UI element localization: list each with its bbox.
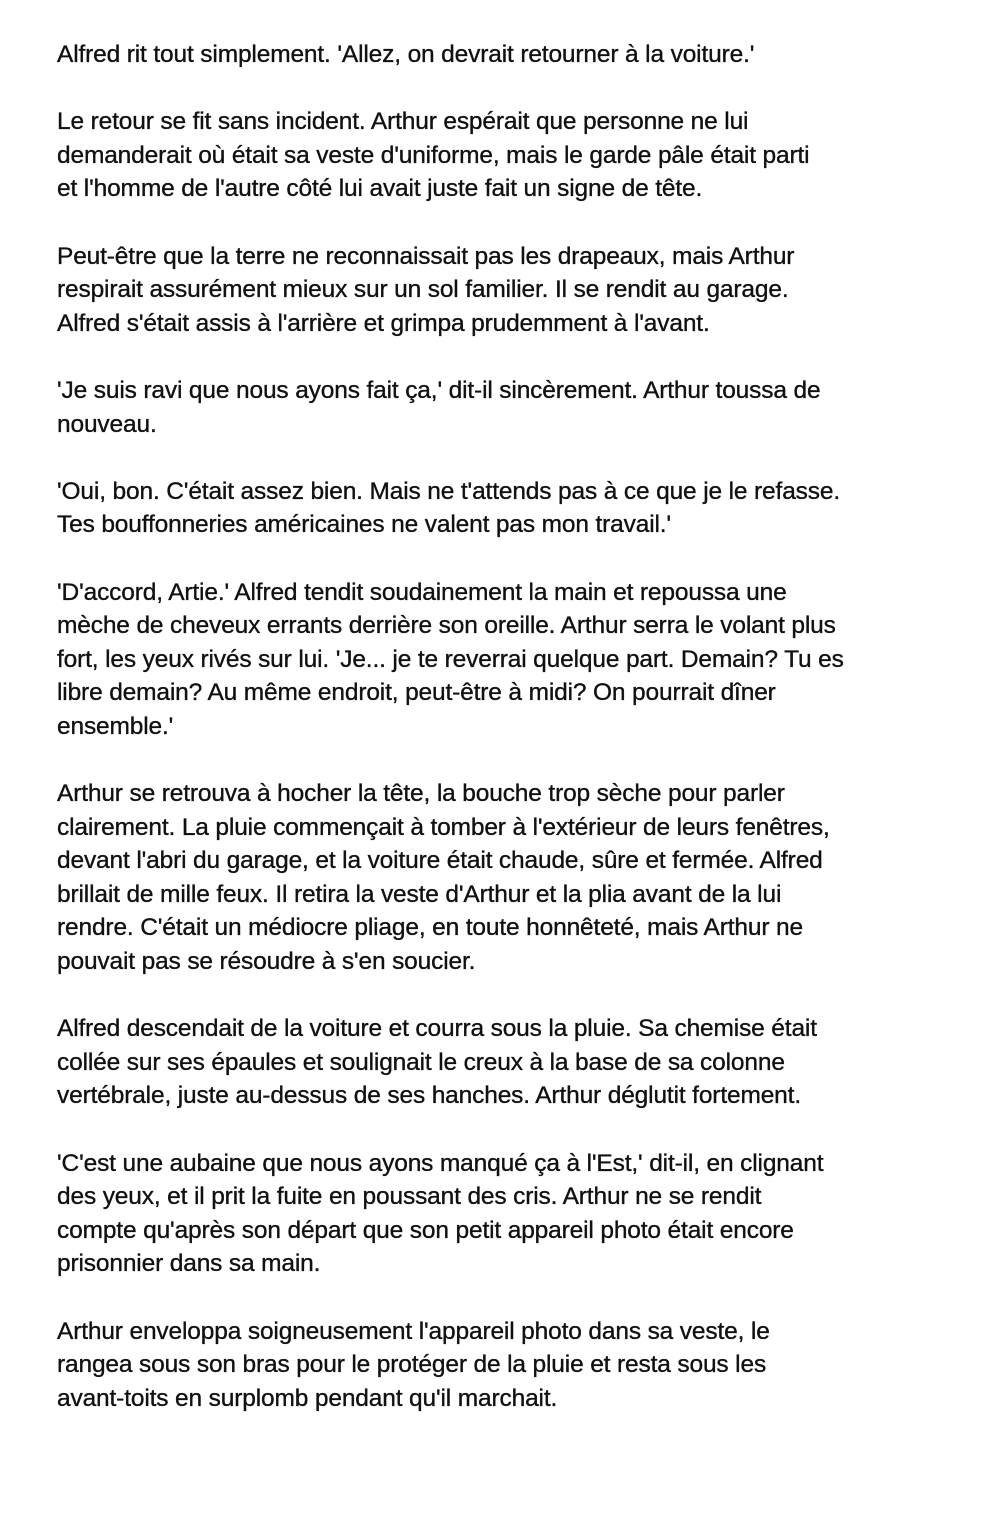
- paragraph: 'Oui, bon. C'était assez bien. Mais ne t'attends pas à ce que je le refasse. Tes bouffonneries américaines ne valent pas mon travail.': [57, 477, 840, 539]
- paragraph: Le retour se fit sans incident. Arthur espérait que personne ne lui demanderait où était sa veste d'uniforme, mais le garde pâle était parti et l'homme de l'autre côté lui avait juste fait un signe de tête.: [57, 108, 810, 203]
- paragraph: Peut-être que la terre ne reconnaissait pas les drapeaux, mais Arthur respirait assurément mieux sur un sol familier. Il se rendit au garage. Alfred s'était assis à l'arrière et grimpa prudemment à l'avant.: [57, 242, 795, 337]
- paragraph: 'D'accord, Artie.' Alfred tendit soudainement la main et repoussa une mèche de cheveux errants derrière son oreille. Arthur serra le volant plus fort, les yeux rivés sur lui. 'Je... je te reverrai quelque part. Demain? Tu es libre demain? Au même endroit, peut-être à midi? On pourrait dîner ensemble.': [57, 578, 844, 740]
- paragraph: Arthur se retrouva à hocher la tête, la bouche trop sèche pour parler clairement. La pluie commençait à tomber à l'extérieur de leurs fenêtres, devant l'abri du garage, et la voiture était chaude, sûre et fermée. Alfred brillait de mille feux. Il retira la veste d'Arthur et la plia avant de la lui rendre. C'était un médiocre pliage, en toute honnêteté, mais Arthur ne pouvait pas se résoudre à s'en soucier.: [57, 780, 830, 976]
- paragraph: 'C'est une aubaine que nous ayons manqué ça à l'Est,' dit-il, en clignant des yeux, et il prit la fuite en poussant des cris. Arthur ne se rendit compte qu'après son départ que son petit appareil photo était encore prisonnier dans sa main.: [57, 1149, 824, 1278]
- paragraph: Alfred rit tout simplement. 'Allez, on devrait retourner à la voiture.': [57, 41, 755, 68]
- paragraph: Arthur enveloppa soigneusement l'appareil photo dans sa veste, le rangea sous son bras pour le protéger de la pluie et resta sous les avant-toits en surplomb pendant qu'il marchait.: [57, 1317, 770, 1412]
- paragraph: Alfred descendait de la voiture et courra sous la pluie. Sa chemise était collée sur ses épaules et soulignait le creux à la base de sa colonne vertébrale, juste au-dessus de ses hanches. Arthur déglutit fortement.: [57, 1015, 817, 1110]
- paragraph: 'Je suis ravi que nous ayons fait ça,' dit-il sincèrement. Arthur toussa de nouveau.: [57, 376, 821, 438]
- document-page: [57, 38, 957, 1449]
